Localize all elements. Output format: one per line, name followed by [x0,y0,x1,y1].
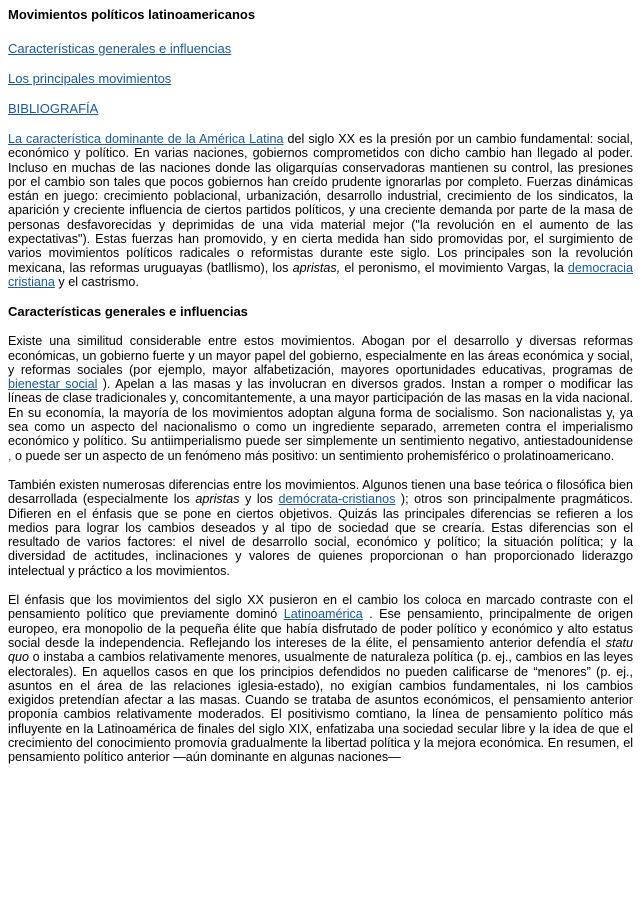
democrata-cristianos-link[interactable]: demócrata-cristianos [278,492,396,507]
intro-text-b: el peronismo, el movimiento Vargas, la [340,260,568,275]
s1p3-text-b: . Ese pensamiento, principalmente de origen europeo, era monopolio de la pequeña élite que había disfrutado de poder político y económico y alto estatus social desde la independencia. Reflejando los intereses de la élite, el pensamiento anterior defendía el [8,607,633,650]
s1p1-text-c: o puede ser un aspecto de un fenómeno más positivo: un sentimiento prohemisférico o prolatinoamericano. [11,448,615,463]
s1p2-text-a: También existen numerosas diferencias entre los movimientos. Algunos tienen una base teórica o filosófica bien desarrollada (especialmente los [8,477,633,507]
toc-link-caracteristicas[interactable]: Características generales e influencias [8,41,232,56]
statu-quo-emphasis: statu quo [8,635,633,665]
s1p2-text-c: ); otros son principalmente pragmáticos. Difieren en el énfasis que se pone en ciertos objetivos. Quizás las principales diferencias se refieren a los medios para lograr los cambios deseados y al tipo de sociedad que se crearía. Estas diferencias son el resultado de varios factores: el nivel de desarrollo social, económico y político; la situación política; y la diversidad de actitudes, inclinaciones y valores de quienes proporcionan o han proporcionado liderazgo intelectual y práctico a los movimientos. [8,492,633,578]
apristas-emphasis: apristas, [292,260,341,275]
s1p3-text-c: o instaba a cambios relativamente menores, usualmente de naturaleza política (p. ej., cambios en las leyes electorales). En aquellos casos en que los principios defendidos no pueden calificarse de “menores” (p. ej., asuntos en el área de las relaciones iglesia-estado), no exigían cambios fundamentales, ni los cambios exigidos pretendían afectar a las masas. Cuando se trataba de asuntos económicos, el pensamiento anterior proponía cambios relativamente moderados. El positivismo comtiano, la línea de pensamiento político más influyente en la Latinoamérica de finales del siglo XIX, enfatizaba una sociedad secular libre y la idea de que el crecimiento del conocimiento promovía gradualmente la libertad política y la mejora económica. En resumen, el pensamiento político anterior —aún dominante en algunas naciones— [8,650,633,765]
intro-text-c: y el castrismo. [54,274,139,289]
intro-text-a: del siglo XX es la presión por un cambio fundamental: social, económico y político. En varias naciones, gobiernos comprometidos con dicho cambio han llegado al poder. Incluso en muchas de las naciones donde las oligarquías conservadoras mantienen su control, las presiones por el cambio son tales que pocos gobiernos han creído prudente ignorarlas por completo. Fuerzas dinámicas están en juego: crecimiento poblacional, urbanización, desarrollo industrial, crecimiento de los sindicatos, la aparición y creciente influencia de ciertos partidos políticos, y una creciente demanda por parte de la masa de personas desfavorecidas y deprimidas de una vida material mejor ("la revolución en el aumento de las expectativas"). Estas fuerzas han promovido, y en cierta medida han sido promovidas por, el surgimiento de varios movimientos políticos radicales o reformistas durante este siglo. Los principales son la revolución mexicana, las reformas uruguayas (batllismo), los [8,132,633,275]
section1-paragraph-3 [8,593,633,765]
s1p1-text-b: ). Apelan a las masas y las involucran en diversos grados. Instan a romper o modificar las líneas de clase tradicionales y, concomitantemente, a una mayor participación de las masas en la vida nacional. En su economía, la mayoría de los movimientos adoptan alguna forma de socialismo. Son nacionalistas y, ya sea como un aspecto del nacionalismo o como un ingrediente separado, arremeten contra el imperialismo económico y político. Su antiimperialismo puede ser simplemente un sentimiento negativo, antiestadounidense [8,377,633,449]
apristas-emphasis-2: apristas [195,492,240,507]
intro-paragraph [8,132,633,289]
table-of-contents [8,41,633,116]
page-title: Movimientos políticos latinoamericanos [8,7,256,22]
s1p1-text-a: Existe una similitud considerable entre estos movimientos. Abogan por el desarrollo y diversas reformas económicas, un gobierno fuerte y un mayor papel del gobierno, especialmente en las áreas económica y social, y reformas sociales (por ejemplo, mayor alfabetización, mayores oportunidades educativas, programas de [8,334,633,377]
toc-link-movimientos[interactable]: Los principales movimientos [8,71,172,86]
section1-paragraph-1 [8,334,633,463]
section-heading-caracteristicas: Características generales e influencias [8,304,248,320]
democracia-cristiana-link[interactable]: democracia cristiana [8,260,633,289]
s1p3-text-a: El énfasis que los movimientos del siglo XX pusieron en el cambio los coloca en marcado contraste con el pensamiento político que previamente dominó [8,593,633,622]
bienestar-social-link[interactable]: bienestar social [8,377,98,392]
comma-link[interactable]: , [8,448,12,463]
s1p2-text-b: y los [239,492,279,507]
america-latina-link[interactable]: La característica dominante de la América Latina [8,132,284,146]
section1-paragraph-2 [8,478,633,578]
toc-link-bibliografia[interactable]: BIBLIOGRAFÍA [8,101,99,116]
latinoamerica-link[interactable]: Latinoamérica [283,607,363,622]
